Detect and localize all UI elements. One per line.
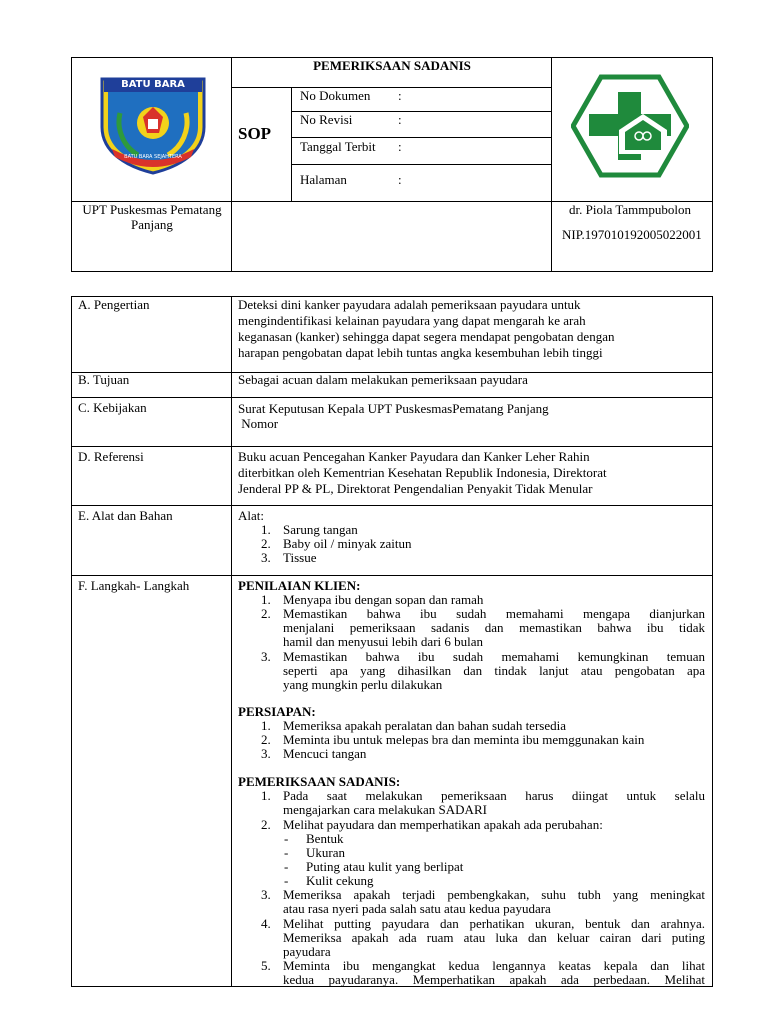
list-item: Memeriksa apakah peralatan dan bahan sudah tersedia — [283, 718, 566, 733]
text-line: Jenderal PP & PL, Direktorat Pengendalian Penyakit Tidak Menular — [238, 481, 593, 496]
sub-dash: - — [284, 845, 289, 860]
org-name-line2: Panjang — [131, 217, 173, 232]
kebijakan-line2: Nomor — [238, 416, 279, 431]
list-item: Sarung tangan — [283, 522, 358, 537]
list-item-line: Meminta ibu mengangkat kedua lengannya keatas kepala dan lihat — [283, 958, 705, 973]
list-item-line: yang mungkin perlu dilakukan — [283, 677, 443, 692]
list-number: 3. — [261, 887, 271, 902]
heading-pemeriksaan-sadanis: PEMERIKSAAN SADANIS: — [238, 774, 401, 789]
list-item-line: hamil dan menyusui lebih dari 6 bulan — [283, 634, 484, 649]
emblem-bottom-text: BATU BARA SEJAHTERA — [124, 154, 182, 160]
puskesmas-logo — [571, 74, 689, 178]
list-item: Menyapa ibu dengan sopan dan ramah — [283, 592, 484, 607]
list-number: 1. — [261, 788, 271, 803]
list-number: 2. — [261, 732, 271, 747]
sub-item: Puting atau kulit yang berlipat — [306, 859, 464, 874]
field-sep: : — [398, 112, 402, 127]
text-line: keganasan (kanker) sehingga dapat segera mendapat pengobatan dengan — [238, 329, 615, 344]
list-number: 1. — [261, 522, 271, 537]
list-item-line: seperti apa yang dihasilkan dan tindak lanjut atau pengobatan apa — [283, 663, 705, 678]
list-number: 5. — [261, 958, 271, 973]
field-label-tanggal-terbit: Tanggal Terbit — [300, 139, 376, 154]
section-label-pengertian: A. Pengertian — [78, 297, 150, 312]
emblem-top-text: BATU BARA — [121, 79, 185, 90]
heading-persiapan: PERSIAPAN: — [238, 704, 316, 719]
list-number: 2. — [261, 536, 271, 551]
field-sep: : — [398, 139, 402, 154]
list-number: 1. — [261, 718, 271, 733]
list-number: 3. — [261, 550, 271, 565]
doc-title: PEMERIKSAAN SADANIS — [313, 58, 471, 73]
text-line: mengindentifikasi kelainan payudara yang dapat mengarah ke arah — [238, 313, 586, 328]
list-item: Meminta ibu untuk melepas bra dan meminta ibu memggunakan kain — [283, 732, 645, 747]
text-line: Deteksi dini kanker payudara adalah pemeriksaan payudara untuk — [238, 297, 581, 312]
list-item-line: Memeriksa apakah terjadi pembengkakan, suhu tubh yang meningkat — [283, 887, 705, 902]
list-number: 3. — [261, 746, 271, 761]
sub-item: Bentuk — [306, 831, 344, 846]
text-line: Buku acuan Pencegahan Kanker Payudara dan Kanker Leher Rahin — [238, 449, 590, 464]
tujuan-text: Sebagai acuan dalam melakukan pemeriksaan payudara — [238, 372, 528, 387]
alat-intro: Alat: — [238, 508, 264, 523]
list-item-line: mengajarkan cara melakukan SADARI — [283, 802, 487, 817]
section-label-referensi: D. Referensi — [78, 449, 144, 464]
list-number: 1. — [261, 592, 271, 607]
list-item: Tissue — [283, 550, 317, 565]
section-label-kebijakan: C. Kebijakan — [78, 400, 147, 415]
batu-bara-emblem — [98, 75, 208, 175]
section-label-tujuan: B. Tujuan — [78, 372, 130, 387]
list-item-line: Memastikan bahwa ibu sudah memahami kemungkinan temuan — [283, 649, 705, 664]
list-item-line: payudara — [283, 944, 331, 959]
section-label-alat-bahan: E. Alat dan Bahan — [78, 508, 173, 523]
list-number: 2. — [261, 606, 271, 621]
sub-dash: - — [284, 859, 289, 874]
sub-item: Ukuran — [306, 845, 345, 860]
signer-nip: NIP.197010192005022001 — [562, 227, 702, 242]
list-item: Melihat payudara dan memperhatikan apakah ada perubahan: — [283, 817, 603, 832]
field-sep: : — [398, 88, 402, 103]
section-label-langkah: F. Langkah- Langkah — [78, 578, 190, 593]
field-sep: : — [398, 172, 402, 187]
sub-dash: - — [284, 873, 289, 888]
text-line: harapan pengobatan dapat lebih tuntas angka kesembuhan lebih tinggi — [238, 345, 603, 360]
list-number: 4. — [261, 916, 271, 931]
list-number: 2. — [261, 817, 271, 832]
field-label-no-revisi: No Revisi — [300, 112, 353, 127]
list-item-line: Memastikan bahwa ibu sudah memahami mengapa dianjurkan — [283, 606, 705, 621]
kebijakan-line1: Surat Keputusan Kepala UPT PuskesmasPematang Panjang — [238, 401, 549, 416]
text-line: diterbitkan oleh Kementrian Kesehatan Republik Indonesia, Direktorat — [238, 465, 607, 480]
heading-penilaian-klien: PENILAIAN KLIEN: — [238, 578, 361, 593]
signer-name: dr. Piola Tammpubolon — [569, 202, 691, 217]
list-item-line: Memeriksa apakah ada ruam atau luka dan keluar cairan dari puting — [283, 930, 705, 945]
field-label-halaman: Halaman — [300, 172, 347, 187]
sub-item: Kulit cekung — [306, 873, 374, 888]
sub-dash: - — [284, 831, 289, 846]
list-item-line: menjalani pemeriksaan sadanis dan memastikan bahwa ibu tidak — [283, 620, 705, 635]
list-item: Baby oil / minyak zaitun — [283, 536, 412, 551]
sop-label: SOP — [238, 124, 272, 143]
list-number: 3. — [261, 649, 271, 664]
list-item-line: atau rasa nyeri pada salah satu atau kedua payudara — [283, 901, 551, 916]
field-label-no-dokumen: No Dokumen — [300, 88, 371, 103]
list-item-line: Melihat putting payudara dan perhatikan ukuran, bentuk dan arahnya. — [283, 916, 705, 931]
list-item: Mencuci tangan — [283, 746, 367, 761]
org-name-line1: UPT Puskesmas Pematang — [82, 202, 222, 217]
list-item-line: kedua payudaranya. Memperhatikan apakah ada perbedaan. Melihat — [283, 972, 705, 987]
list-item-line: Pada saat melakukan pemeriksaan harus diingat untuk selalu — [283, 788, 705, 803]
